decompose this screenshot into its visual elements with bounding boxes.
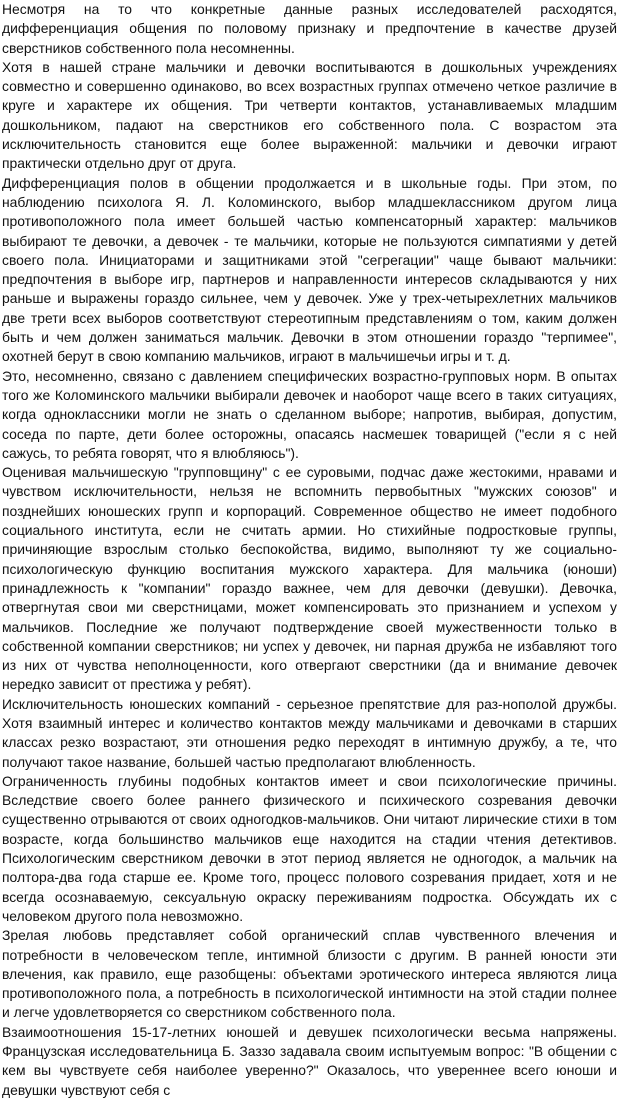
paragraph-5: Оценивая мальчишескую "групповщину" с ее суровыми, подчас даже жестокими, нравами и чувством исключительности, нельзя не вспомнить первобытных "мужских союзов" и позднейших юношеских групп и корпораций. Современное общество не имеет подобного социального института, если не считать армии. Но стихийные подростковые группы, причиняющие взрослым столько беспокойства, видимо, выполняют ту же социально-психологическую функцию воспитания мужского характера. Для мальчика (юноши) принадлежность к "компании" гораздо важнее, чем для девочки (девушки). Девочка, отвергнутая свои ми сверстницами, может компенсировать это признанием и успехом у мальчиков. Последние же получают подтверждение своей мужественности только в собственной компании сверстников; ни успех у девочек, ни парная дружба не избавляют того из них от чувства неполноценности, кого отвергают сверстники (да и внимание девочек нередко зависит от престижа у ребят).: [2, 464, 617, 693]
paragraph-8: Зрелая любовь представляет собой органический сплав чувственного влечения и потребности в человеческом тепле, интимной близости с другим. В ранней юности эти влечения, как правило, еще разобщены: объектами эротического интереса являются лица противоположного пола, а потребность в психологической интимности на этой стадии полнее и легче удовлетворяется со сверстником собственного пола.: [2, 927, 617, 1021]
paragraph-7: Ограниченность глубины подобных контактов имеет и свои психологические причины. Вследствие своего более раннего физического и психического созревания девочки существенно отрываются от своих одногодков-мальчиков. Они читают лирические стихи в том возрасте, когда большинство мальчиков еще находится на стадии чтения детективов. Психологическим сверстником девочки в этот период является не одногодок, а мальчик на полтора-два года старше ее. Кроме того, процесс полового созревания придает, хотя и не всегда осознаваемую, сексуальную окраску переживаниям подростка. Обсуждать их с человеком другого пола невозможно.: [2, 772, 617, 924]
paragraph-4: Это, несомненно, связано с давлением специфических возрастно-групповых норм. В опытах того же Коломинского мальчики выбирали девочек и наоборот чаще всего в таких ситуациях, когда одноклассники могли не знать о сделанном выборе; напротив, выбирая, допустим, соседа по парте, дети более осторожны, опасаясь насмешек товарищей ("если я с ней сажусь, то ребята говорят, что я влюбляюсь").: [2, 367, 617, 461]
paragraph-9: Взаимоотношения 15-17-летних юношей и девушек психологически весьма напряжены. Французская исследовательница Б. Заззо задавала своим испытуемым вопрос: "В общении с кем вы чувствуете себя наиболее уверенно?" Оказалось, что увереннее всего юноши и девушки чувствуют себя с: [2, 1023, 617, 1098]
paragraph-6: Исключительность юношеских компаний - серьезное препятствие для раз-нополой дружбы. Хотя взаимный интерес и количество контактов между мальчиками и девочками в старших классах резко возрастают, эти отношения редко переходят в интимную дружбу, а те, что получают такое название, большей частью предполагают влюбленность.: [2, 695, 617, 770]
paragraph-1: Несмотря на то что конкретные данные разных исследователей расходятся, дифференциация общения по половому признаку и предпочтение в качестве друзей сверстников собственного пола несомненны.: [2, 1, 617, 56]
paragraph-3: Дифференциация полов в общении продолжается и в школьные годы. При этом, по наблюдению психолога Я. Л. Коломинского, выбор младшеклассником другом лица противоположного пола имеет большей частью компенсаторный характер: мальчиков выбирают те девочки, а девочек - те мальчики, которые не пользуются симпатиями у детей своего пола. Инициаторами и защитниками этой "сегрегации" чаще бывают мальчики: предпочтения в выборе игр, партнеров и направленности интересов складываются у них раньше и выражены гораздо сильнее, чем у девочек. Уже у трех-четырехлетних мальчиков две трети всех выборов соответствуют стереотипным представлениям о том, каким должен быть и чем должен заниматься мальчик. Девочки в этом отношении гораздо "терпимее", охотней берут в свою компанию мальчиков, играют в мальчишечьи игры и т. д.: [2, 174, 617, 365]
paragraph-2: Хотя в нашей стране мальчики и девочки воспитываются в дошкольных учреждениях совместно и совершенно одинаково, во всех возрастных группах отмечено четкое различие в круге и характере их общения. Три четверти контактов, устанавливаемых младшим дошкольником, падают на сверстников его собственного пола. С возрастом эта исключительность становится еще более выраженной: мальчики и девочки играют практически отдельно друг от друга.: [2, 58, 617, 172]
